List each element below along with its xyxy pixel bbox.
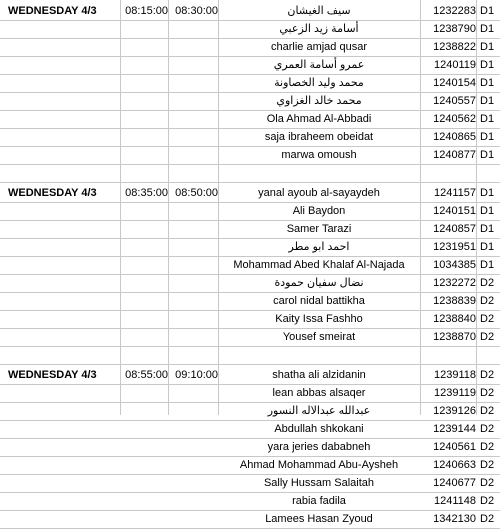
room-code: D1 xyxy=(480,259,495,271)
student-name: سيف الغيشان xyxy=(287,5,351,17)
student-name: marwa omoush xyxy=(281,149,357,161)
table-row xyxy=(0,221,500,239)
student-id: 1240557 xyxy=(433,95,476,107)
student-id: 1238790 xyxy=(433,23,476,35)
student-name: محمد خالد الغزاوي xyxy=(276,95,362,107)
room-code: D1 xyxy=(480,241,495,253)
student-id: 1231951 xyxy=(433,241,476,253)
student-id: 1240154 xyxy=(433,77,476,89)
room-code: D2 xyxy=(480,369,495,381)
room-code: D1 xyxy=(480,77,495,89)
student-id: 1239126 xyxy=(433,405,476,417)
room-code: D2 xyxy=(480,295,495,307)
student-name: Ola Ahmad Al-Abbadi xyxy=(266,113,372,125)
table-row xyxy=(0,311,500,329)
student-id: 1240857 xyxy=(433,223,476,235)
student-name: lean abbas alsaqer xyxy=(272,387,366,399)
room-code: D1 xyxy=(480,131,495,143)
student-id: 1240677 xyxy=(433,477,476,489)
room-code: D1 xyxy=(480,187,495,199)
student-id: 1034385 xyxy=(433,259,476,271)
student-id: 1240562 xyxy=(433,113,476,125)
student-name: yara jeries dababneh xyxy=(267,441,371,453)
student-id: 1240877 xyxy=(433,149,476,161)
table-row xyxy=(0,475,500,493)
room-code: D2 xyxy=(480,405,495,417)
student-name: Abdullah shkokani xyxy=(274,423,364,435)
room-code: D2 xyxy=(480,423,495,435)
table-row xyxy=(0,275,500,293)
room-code: D1 xyxy=(480,59,495,71)
student-id: 1239119 xyxy=(433,387,476,399)
room-code: D2 xyxy=(480,331,495,343)
student-name: Mohammad Abed Khalaf Al-Najada xyxy=(233,259,405,271)
student-name: Samer Tarazi xyxy=(286,223,352,235)
student-id: 1241148 xyxy=(433,495,476,507)
student-name: نضال سفيان حمودة xyxy=(274,277,364,289)
student-name: Yousef smeirat xyxy=(282,331,356,343)
table-row xyxy=(0,421,500,439)
table-row xyxy=(0,75,500,93)
room-code: D1 xyxy=(480,41,495,53)
student-name: saja ibraheem obeidat xyxy=(264,131,374,143)
room-code: D2 xyxy=(480,441,495,453)
student-id: 1238870 xyxy=(433,331,476,343)
student-id: 1238839 xyxy=(433,295,476,307)
table-row xyxy=(0,439,500,457)
session-day: WEDNESDAY 4/3 xyxy=(8,187,97,199)
student-name: Lamees Hasan Zyoud xyxy=(265,513,373,525)
session-start-time: 08:35:00 xyxy=(125,187,168,199)
table-row xyxy=(0,21,500,39)
student-name: عمرو أسامة العمري xyxy=(273,59,365,71)
student-name: Kaity Issa Fashho xyxy=(275,313,363,325)
student-id: 1241157 xyxy=(433,187,476,199)
table-row xyxy=(0,39,500,57)
student-id: 1240663 xyxy=(433,459,476,471)
room-code: D1 xyxy=(480,205,495,217)
student-id: 1239118 xyxy=(433,369,476,381)
session-end-time: 09:10:00 xyxy=(175,369,218,381)
student-name: عبدالله عبدالاله النسور xyxy=(267,405,371,417)
session-day: WEDNESDAY 4/3 xyxy=(8,5,97,17)
table-row xyxy=(0,257,500,275)
table-row xyxy=(0,147,500,165)
student-name: Ahmad Mohammad Abu-Aysheh xyxy=(239,459,399,471)
table-row xyxy=(0,511,500,529)
session-end-time: 08:30:00 xyxy=(175,5,218,17)
session-start-time: 08:15:00 xyxy=(125,5,168,17)
student-id: 1232272 xyxy=(433,277,476,289)
room-code: D2 xyxy=(480,513,495,525)
empty-row xyxy=(0,165,500,183)
room-code: D1 xyxy=(480,223,495,235)
student-name: Ali Baydon xyxy=(292,205,346,217)
table-row xyxy=(0,185,500,203)
room-code: D2 xyxy=(480,459,495,471)
student-name: احمد ابو مطر xyxy=(288,241,350,253)
room-code: D1 xyxy=(480,5,495,17)
room-code: D2 xyxy=(480,477,495,489)
table-row xyxy=(0,367,500,385)
student-id: 1239144 xyxy=(433,423,476,435)
student-name: محمد وليد الخصاونة xyxy=(274,77,364,89)
student-name: Sally Hussam Salaitah xyxy=(263,477,375,489)
room-code: D1 xyxy=(480,95,495,107)
student-id: 1342130 xyxy=(433,513,476,525)
table-row xyxy=(0,111,500,129)
table-row xyxy=(0,129,500,147)
session-day: WEDNESDAY 4/3 xyxy=(8,369,97,381)
student-name: shatha ali alzidanin xyxy=(272,369,366,381)
session-end-time: 08:50:00 xyxy=(175,187,218,199)
student-id: 1240865 xyxy=(433,131,476,143)
student-name: carol nidal battikha xyxy=(273,295,365,307)
table-row xyxy=(0,57,500,75)
room-code: D2 xyxy=(480,313,495,325)
student-id: 1240561 xyxy=(433,441,476,453)
student-id: 1240119 xyxy=(433,59,476,71)
table-row xyxy=(0,203,500,221)
table-row xyxy=(0,385,500,403)
table-row xyxy=(0,93,500,111)
table-row xyxy=(0,3,500,21)
room-code: D1 xyxy=(480,149,495,161)
student-name: rabia fadila xyxy=(292,495,346,507)
table-row xyxy=(0,293,500,311)
table-row xyxy=(0,329,500,347)
table-row xyxy=(0,457,500,475)
student-id: 1238840 xyxy=(433,313,476,325)
room-code: D2 xyxy=(480,277,495,289)
room-code: D1 xyxy=(480,23,495,35)
student-name: أسامة زيد الزعبي xyxy=(279,23,359,35)
student-id: 1240151 xyxy=(433,205,476,217)
student-id: 1232283 xyxy=(433,5,476,17)
student-name: charlie amjad qusar xyxy=(271,41,367,53)
table-row xyxy=(0,403,500,421)
student-id: 1238822 xyxy=(433,41,476,53)
room-code: D2 xyxy=(480,495,495,507)
room-code: D1 xyxy=(480,113,495,125)
room-code: D2 xyxy=(480,387,495,399)
empty-row xyxy=(0,347,500,365)
table-row xyxy=(0,493,500,511)
student-name: yanal ayoub al-sayaydeh xyxy=(258,187,380,199)
table-row xyxy=(0,239,500,257)
session-start-time: 08:55:00 xyxy=(125,369,168,381)
